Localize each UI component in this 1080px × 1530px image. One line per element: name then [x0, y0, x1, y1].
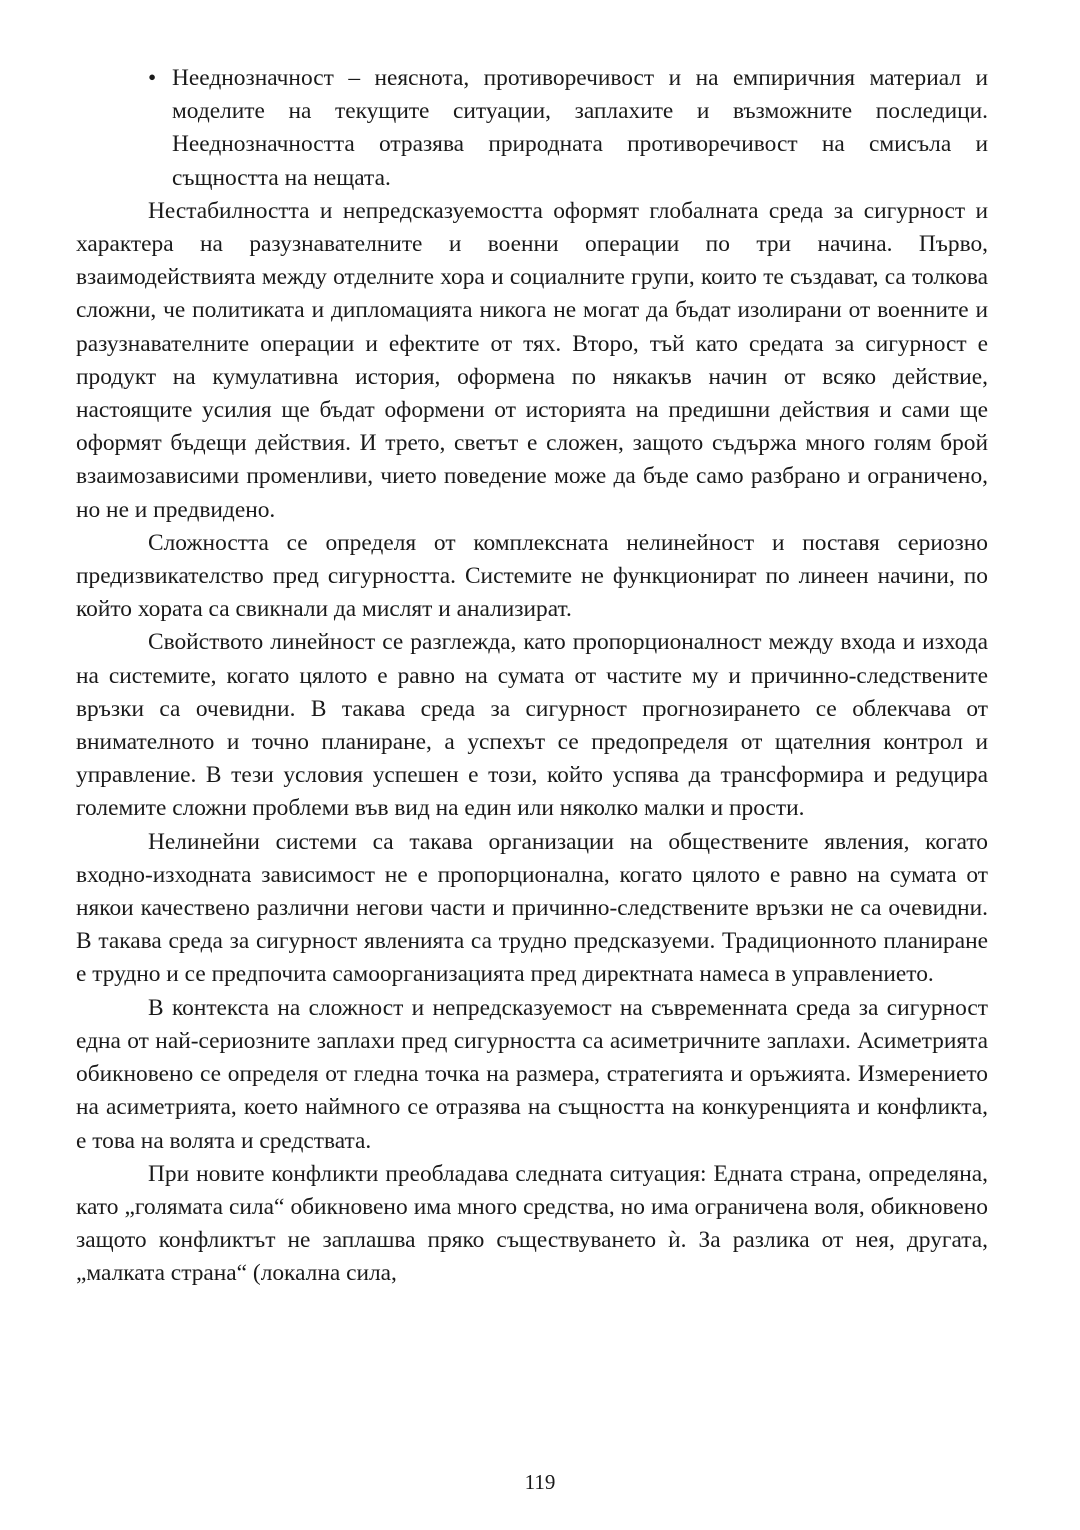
page-body: [76, 62, 988, 1291]
page-number: 119: [524, 1470, 556, 1494]
bullet-item-ambiguity: [76, 62, 988, 195]
paragraph-new-conflicts: При новите конфликти преобладава следната ситуация: Едната страна, определяна, като „голямата сила“ обикновено има много средства, но има ограничена воля, обикновено защото конфликтът не заплашва пряко съществуването ѝ. За разлика от нея, другата, „малката страна“ (локална сила,: [76, 1160, 988, 1287]
paragraph-complexity: Сложността се определя от комплексната нелинейност и поставя сериозно предизвикателство пред сигурността. Системите не функционират по линеен начини, по който хората са свикнали да мислят и анализират.: [76, 529, 988, 623]
paragraph-nonlinear-systems: Нелинейни системи са такава организации на обществените явления, когато входно-изходната зависимост не е пропорционална, когато цялото е равно на сумата от някои качествено различни негови части и причинно-следствените връзки не са очевидни. В такава среда за сигурност явленията са трудно предсказуеми. Традиционното планиране е трудно и се предпочита самоорганизацията пред директната намеса в управлението.: [76, 828, 988, 988]
bullet-marker: •: [148, 65, 157, 91]
paragraph-linearity: Свойството линейност се разглежда, като пропорционалност между входа и изхода на системите, когато цялото е равно на сумата от частите му и причинно-следствените връзки са очевидни. В такава среда за сигурност прогнозирането се облекчава от внимателното и точно планиране, а успехът се предопределя от щателния контрол и управление. В тези условия успешен е този, който успява да трансформира и редуцира големите сложни проблеми във вид на един или няколко малки и прости.: [76, 629, 988, 822]
paragraph-asymmetric-threats: В контекста на сложност и непредсказуемост на съвременната среда за сигурност една от най-сериозните заплахи пред сигурността са асиметричните заплахи. Асиметрията обикновено се определя от гледна точка на размера, стратегията и оръжията. Измерението на асиметрията, което наймного се отразява на същността на конкуренцията и конфликта, е това на волята и средствата.: [76, 994, 988, 1154]
bullet-text: Нееднозначност – неяснота, противоречивост и на емпиричния материал и моделите на текущите ситуации, заплахите и възможните последици. Нееднозначността отразява природната противоречивост на смисъла и същността на нещата.: [172, 65, 988, 191]
paragraph-instability: Нестабилността и непредсказуемостта оформят глобалната среда за сигурност и характера на разузнавателните и военни операции по три начина. Първо, взаимодействията между отделните хора и социалните групи, които те създават, са толкова сложни, че политиката и дипломацията никога не могат да бъдат изолирани от военните и разузнавателните операции и ефектите от тях. Второ, тъй като средата за сигурност е продукт на кумулативна история, оформена по някакъв начин от всяко действие, настоящите усилия ще бъдат оформени от историята на предишни действия и сами ще оформят бъдещи действия. И трето, светът е сложен, защото съдържа много голям брой взаимозависими променливи, чието поведение може да бъде само разбрано и ограничено, но не и предвидено.: [76, 197, 988, 523]
